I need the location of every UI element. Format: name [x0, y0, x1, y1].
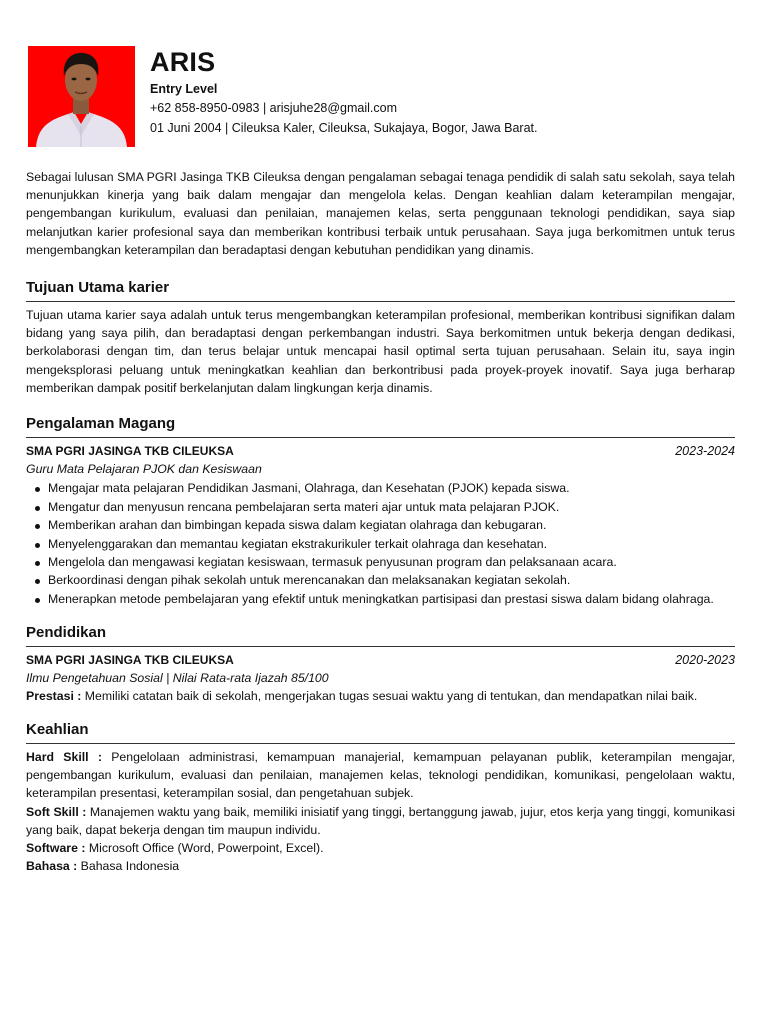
list-item: [26, 590, 735, 608]
contact-line: +62 858-8950-0983 | arisjuhe28@gmail.com: [150, 101, 397, 115]
soft-skill-paragraph: [26, 803, 735, 839]
bullet-icon: [35, 598, 40, 603]
list-item: [26, 571, 735, 589]
hard-skill-label: Hard Skill :: [26, 750, 102, 764]
candidate-level: Entry Level: [150, 82, 218, 96]
period: 2023-2024: [675, 444, 735, 458]
list-item: [26, 516, 735, 534]
language-text: Bahasa Indonesia: [77, 859, 180, 874]
org-name: SMA PGRI JASINGA TKB CILEUKSA: [26, 444, 234, 458]
language-line: [26, 857, 735, 875]
bullet-icon: [35, 487, 40, 492]
list-item: [26, 535, 735, 553]
list-item-text: Mengatur dan menyusun rencana pembelajaran serta materi ajar untuk mata pelajaran PJOK.: [48, 499, 560, 514]
section-title: Pendidikan: [26, 623, 735, 647]
skills-section: [26, 720, 735, 875]
birth-address-line: 01 Juni 2004 | Cileuksa Kaler, Cileuksa, Sukajaya, Bogor, Jawa Barat.: [150, 120, 538, 135]
period: 2020-2023: [675, 653, 735, 667]
role-title: Guru Mata Pelajaran PJOK dan Kesiswaan: [26, 462, 262, 477]
software-text: Microsoft Office (Word, Powerpoint, Excel).: [85, 841, 324, 856]
bullet-icon: [35, 561, 40, 566]
duties-list: [26, 479, 735, 608]
list-item-text: Menyelenggarakan dan memantau kegiatan ekstrakurikuler terkait olahraga dan kesehatan.: [48, 536, 548, 551]
list-item-text: Mengajar mata pelajaran Pendidikan Jasmani, Olahraga, dan Kesehatan (PJOK) kepada siswa.: [48, 481, 570, 496]
entry-head: [26, 442, 735, 460]
internship-section: [26, 414, 735, 608]
list-item-text: Memberikan arahan dan bimbingan kepada siswa dalam kegiatan olahraga dan kebugaran.: [48, 518, 547, 533]
software-line: [26, 839, 735, 857]
achievement-label: Prestasi :: [26, 689, 82, 704]
section-title: Pengalaman Magang: [26, 414, 735, 438]
candidate-name: ARIS: [150, 47, 216, 77]
achievement-line: [26, 687, 735, 705]
list-item: [26, 498, 735, 516]
bullet-icon: [35, 524, 40, 529]
major-line: Ilmu Pengetahuan Sosial | Nilai Rata-rata Ijazah 85/100: [26, 671, 329, 686]
resume-header: [28, 46, 733, 148]
list-item: [26, 479, 735, 497]
list-item: [26, 553, 735, 571]
list-item-text: Berkoordinasi dengan pihak sekolah untuk merencanakan dan melaksanakan kegiatan sekolah.: [48, 573, 571, 588]
soft-skill-text: Manajemen waktu yang baik, memiliki inisiatif yang tinggi, bertanggung jawab, jujur, etos kerja yang tinggi, komunikasi yang baik, dapat bekerja dengan tim maupun individu.: [26, 804, 735, 837]
achievement-text: Memiliki catatan baik di sekolah, mengerjakan tugas sesuai waktu yang di tentukan, dan mendapatkan nilai baik.: [81, 689, 698, 704]
education-section: [26, 623, 735, 706]
bullet-icon: [35, 543, 40, 548]
org-name: SMA PGRI JASINGA TKB CILEUKSA: [26, 653, 234, 667]
section-title: Keahlian: [26, 720, 735, 744]
section-title: Tujuan Utama karier: [26, 278, 735, 302]
list-item-text: Mengelola dan mengawasi kegiatan kesiswaan, termasuk penyusunan program dan pelaksanaan acara.: [48, 555, 617, 570]
language-label: Bahasa :: [26, 859, 78, 874]
resume-page: [26, 0, 735, 1024]
summary-paragraph: Sebagai lulusan SMA PGRI Jasinga TKB Cileuksa dengan pengalaman sebagai tenaga pendidik di salah satu sekolah, saya telah menunjukkan kinerja yang baik dalam mengajar dan mengelola kelas. Dengan keahlian dalam keterampilan mengajar, pengembangan kurikulum, evaluasi dan penilaian, manajemen kelas, serta penggunaan teknologi pendidikan, saya siap melanjutkan karier profesional saya dan memberikan kontribusi terbaik untuk perusahaan. Saya juga berkomitmen untuk terus mengembangkan keterampilan dan beradaptasi dengan kebutuhan pendidikan yang dinamis.: [26, 170, 735, 257]
career-paragraph: Tujuan utama karier saya adalah untuk terus mengembangkan keterampilan profesional, memberikan kontribusi signifikan dalam bidang yang saya pilih, dan beradaptasi dengan perkembangan industri. Saya berkomitmen untuk bekerja dengan dedikasi, berkolaborasi dengan tim, dan terus belajar untuk mencapai hasil optimal serta tujuan perusahaan. Selain itu, saya ingin mengeksplorasi peluang untuk meningkatkan keahlian dan berkontribusi pada proyek-proyek inovatif. Saya juga berharap memberikan dampak positif berkelanjutan dalam lingkungan kerja dinamis.: [26, 308, 735, 395]
profile-photo: [28, 46, 135, 147]
career-section: [26, 278, 735, 397]
soft-skill-label: Soft Skill :: [26, 804, 87, 819]
hard-skill-text: Pengelolaan administrasi, kemampuan manajerial, kemampuan pelayanan publik, keterampilan mengajar, pengembangan kurikulum, evaluasi dan penilaian, manajemen kelas, teknologi pendidikan, komunikasi, pengelolaan waktu, keterampilan presentasi, keterampilan sosial, dan pengetahuan subjek.: [26, 750, 735, 801]
software-label: Software :: [26, 841, 86, 856]
entry-head: [26, 651, 735, 669]
hard-skill-paragraph: [26, 748, 735, 803]
header-text: [150, 46, 538, 138]
list-item-text: Menerapkan metode pembelajaran yang efektif untuk meningkatkan partisipasi dan prestasi siswa dalam bidang olahraga.: [48, 591, 714, 606]
bullet-icon: [35, 506, 40, 511]
bullet-icon: [35, 579, 40, 584]
